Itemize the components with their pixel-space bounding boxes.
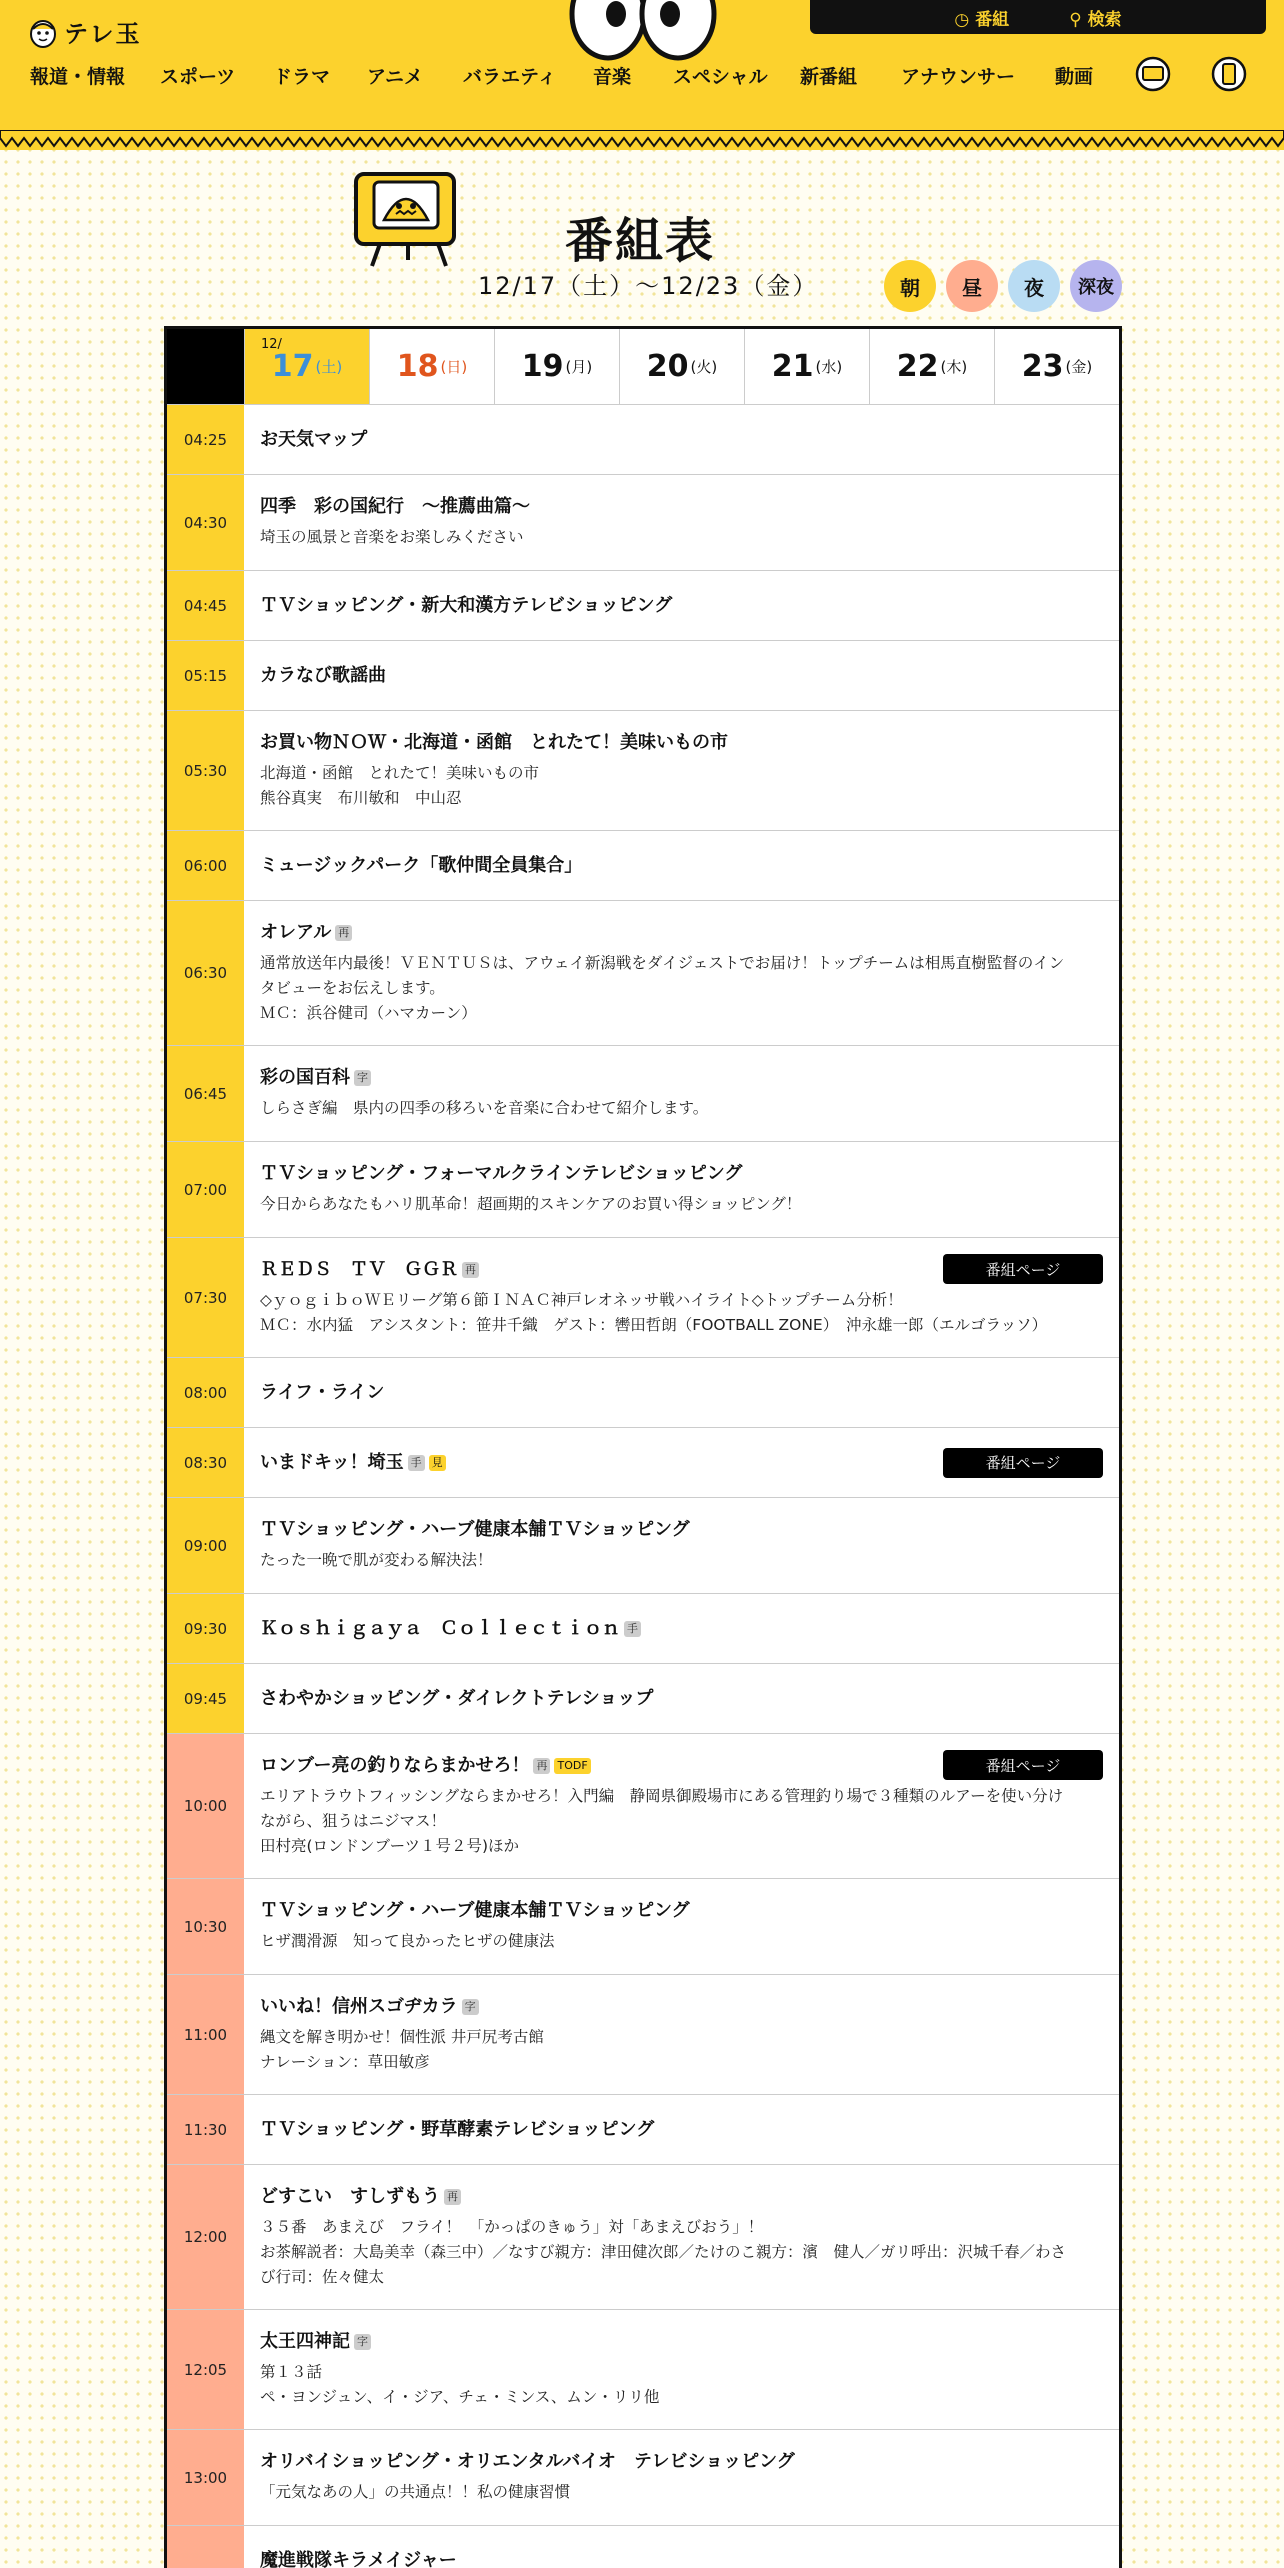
program-title-text[interactable]: お買い物ＮＯＷ・北海道・函館 とれたて！美味いもの市 bbox=[260, 731, 728, 753]
page-title: 番組表 bbox=[565, 213, 716, 269]
day-weekday: (月) bbox=[565, 358, 593, 376]
program-body bbox=[244, 1734, 1119, 1878]
clock-icon: ◷ bbox=[954, 9, 976, 30]
day-tab[interactable] bbox=[994, 329, 1119, 404]
program-time: 08:00 bbox=[167, 1358, 244, 1427]
description-line: ◇ｙｏｇｉｂｏＷＥリーグ第６節ＩＮＡＣ神戸レオネッサ戦ハイライト◇トップチーム分析！ bbox=[260, 1290, 903, 1309]
program-title[interactable] bbox=[260, 664, 1103, 688]
program-description bbox=[260, 1096, 1103, 1121]
program-row bbox=[167, 1428, 1119, 1498]
program-description bbox=[260, 1288, 1103, 1338]
program-description bbox=[260, 761, 1103, 811]
program-description bbox=[260, 2025, 1103, 2075]
description-line: ナレーション：草田敏彦 bbox=[260, 2052, 430, 2071]
day-selector bbox=[167, 329, 1119, 405]
program-time: 11:30 bbox=[167, 2095, 244, 2164]
program-list bbox=[167, 405, 1119, 2568]
program-badge: 字 bbox=[354, 2334, 371, 2350]
day-number: 20 bbox=[646, 349, 689, 384]
program-row bbox=[167, 2310, 1119, 2430]
program-body bbox=[244, 1046, 1119, 1141]
day-tab[interactable] bbox=[744, 329, 869, 404]
day-tab[interactable] bbox=[494, 329, 619, 404]
day-number: 21 bbox=[771, 349, 814, 384]
search-icon: ⚲ bbox=[1069, 9, 1088, 30]
program-title[interactable] bbox=[260, 428, 1103, 452]
program-title[interactable] bbox=[260, 1381, 1103, 1405]
program-badge: 再 bbox=[533, 1758, 550, 1774]
program-title[interactable] bbox=[260, 495, 1103, 519]
program-badge: 字 bbox=[462, 1999, 479, 2015]
program-time: 04:45 bbox=[167, 571, 244, 640]
nav-item[interactable]: スポーツ bbox=[160, 66, 236, 88]
program-time: 05:30 bbox=[167, 711, 244, 830]
description-line: エリアトラウトフィッシングならまかせろ！入門編 静岡県御殿場市にある管理釣り場で３種類のルアーを使い分け bbox=[260, 1786, 1064, 1805]
program-title-text[interactable]: オリバイショッピング・オリエンタルバイオ テレビショッピング bbox=[260, 2451, 795, 2472]
day-number: 19 bbox=[521, 349, 564, 384]
tod-button[interactable]: 深夜 bbox=[1070, 260, 1122, 312]
program-row bbox=[167, 711, 1119, 831]
day-month: 12/ bbox=[261, 337, 282, 352]
program-row bbox=[167, 1238, 1119, 1358]
program-time: 09:30 bbox=[167, 1594, 244, 1663]
program-time: 10:00 bbox=[167, 1734, 244, 1878]
nav-item[interactable]: アナウンサー bbox=[901, 66, 1016, 88]
nav-item[interactable]: 新番組 bbox=[800, 66, 858, 88]
program-badge: 手 bbox=[624, 1621, 641, 1637]
program-title-text[interactable]: ＴＶショッピング・野草酵素テレビショッピング bbox=[260, 2118, 655, 2140]
program-description bbox=[260, 1784, 1103, 1859]
program-badge: 手 bbox=[408, 1455, 425, 1471]
nav-item[interactable]: スペシャル bbox=[673, 66, 768, 88]
program-title-text[interactable]: 太王四神記 bbox=[260, 2330, 350, 2352]
program-row bbox=[167, 1046, 1119, 1142]
program-body bbox=[244, 2310, 1119, 2429]
program-title[interactable] bbox=[260, 731, 1103, 755]
program-title-text[interactable]: ＴＶショッピング・フォーマルクラインテレビショッピング bbox=[260, 1163, 743, 1184]
day-number: 18 bbox=[396, 349, 439, 384]
program-title[interactable] bbox=[260, 2450, 1103, 2474]
logo-text: テレ玉 bbox=[64, 20, 142, 48]
program-body bbox=[244, 1594, 1119, 1663]
tod-button[interactable]: 朝 bbox=[884, 260, 936, 312]
program-title-text[interactable]: いまドキッ！埼玉 bbox=[260, 1451, 404, 1473]
program-badge: 見 bbox=[429, 1455, 446, 1471]
day-weekday: (火) bbox=[690, 358, 718, 376]
program-row bbox=[167, 1358, 1119, 1428]
day-weekday: (土) bbox=[315, 358, 343, 376]
program-time: 12:05 bbox=[167, 2310, 244, 2429]
program-title-text[interactable]: 魔進戦隊キラメイジャー bbox=[260, 2549, 457, 2568]
program-body bbox=[244, 1358, 1119, 1427]
day-weekday: (金) bbox=[1065, 358, 1093, 376]
program-body bbox=[244, 1664, 1119, 1733]
nav-item[interactable]: バラエティ bbox=[463, 66, 557, 88]
program-row bbox=[167, 1142, 1119, 1238]
program-body bbox=[244, 641, 1119, 710]
program-row bbox=[167, 475, 1119, 571]
nav-item[interactable]: 報道・情報 bbox=[30, 66, 126, 88]
site-logo[interactable] bbox=[28, 14, 142, 49]
day-weekday: (木) bbox=[940, 358, 968, 376]
day-header-corner bbox=[167, 329, 244, 404]
program-title[interactable] bbox=[260, 2185, 1103, 2209]
program-row bbox=[167, 2165, 1119, 2310]
teletama-mobile-link[interactable] bbox=[1206, 40, 1252, 92]
program-schedule bbox=[164, 326, 1122, 2568]
description-line: ＭＣ：浜谷健司（ハマカーン） bbox=[260, 1003, 477, 1022]
nav-item[interactable]: アニメ bbox=[367, 66, 424, 88]
program-description bbox=[260, 1929, 1103, 1954]
description-line: しらさぎ編 県内の四季の移ろいを音楽に合わせて紹介します。 bbox=[260, 1099, 709, 1117]
program-time: 06:00 bbox=[167, 831, 244, 900]
program-body bbox=[244, 2430, 1119, 2525]
program-time: 10:30 bbox=[167, 1879, 244, 1974]
program-title[interactable] bbox=[260, 1995, 1103, 2019]
program-time: 09:45 bbox=[167, 1664, 244, 1733]
program-title-text[interactable]: ＴＶショッピング・ハーブ健康本舗ＴＶショッピング bbox=[260, 1900, 690, 1921]
program-row bbox=[167, 405, 1119, 475]
tv-character-icon bbox=[1130, 40, 1176, 92]
description-line: 「元気なあの人」の共通点！！私の健康習慣 bbox=[260, 2483, 571, 2501]
program-row bbox=[167, 571, 1119, 641]
program-title-text[interactable]: オレアル bbox=[260, 921, 332, 943]
program-body bbox=[244, 475, 1119, 570]
program-title-text[interactable]: 四季 彩の国紀行 ～推薦曲篇～ bbox=[260, 496, 530, 517]
program-row bbox=[167, 2430, 1119, 2526]
program-title[interactable] bbox=[260, 1518, 1103, 1542]
day-tab[interactable] bbox=[244, 329, 369, 404]
program-time: 08:30 bbox=[167, 1428, 244, 1497]
tamatan-mascot-icon bbox=[28, 15, 58, 49]
description-line: 縄文を解き明かせ！個性派 井戸尻考古館 bbox=[260, 2027, 544, 2046]
program-title[interactable] bbox=[260, 1899, 1103, 1923]
program-title-text[interactable]: いいね！信州スゴヂカラ bbox=[260, 1995, 458, 2017]
program-title[interactable] bbox=[260, 1162, 1103, 1186]
program-description bbox=[260, 2360, 1103, 2410]
program-title-text[interactable]: お天気マップ bbox=[260, 428, 368, 450]
program-title[interactable] bbox=[260, 1687, 1103, 1711]
program-title-text[interactable]: 彩の国百科 bbox=[260, 1067, 350, 1088]
program-description bbox=[260, 2480, 1103, 2505]
description-line: 埼玉の風景と音楽をお楽しみください bbox=[260, 528, 524, 546]
nav-item[interactable]: ドラマ bbox=[273, 66, 331, 88]
program-page-button[interactable]: 番組ページ bbox=[943, 1254, 1103, 1284]
program-description bbox=[260, 2215, 1103, 2290]
description-line: 第１３話 bbox=[260, 2362, 323, 2381]
nav-item[interactable]: 動画 bbox=[1055, 66, 1094, 88]
tod-button[interactable]: 昼 bbox=[946, 260, 998, 312]
program-body bbox=[244, 1428, 1119, 1497]
day-number: 17 bbox=[271, 349, 314, 384]
program-row bbox=[167, 901, 1119, 1046]
description-line: ３５番 あまえび フライ！ 「かっぱのきゅう」対「あまえびおう」！ bbox=[260, 2217, 764, 2236]
description-line: 熊谷真実 布川敏和 中山忍 bbox=[260, 788, 462, 807]
program-row bbox=[167, 2095, 1119, 2165]
program-body bbox=[244, 2526, 1119, 2568]
program-title[interactable] bbox=[260, 2330, 1103, 2354]
program-time: 09:00 bbox=[167, 1498, 244, 1593]
description-line: び行司：佐々健太 bbox=[260, 2267, 385, 2286]
program-description bbox=[260, 1192, 1103, 1217]
program-body bbox=[244, 405, 1119, 474]
keyword-search-tab[interactable]: ⚲ 検索 bbox=[1069, 9, 1122, 30]
day-tab[interactable] bbox=[869, 329, 994, 404]
program-body bbox=[244, 831, 1119, 900]
program-body bbox=[244, 2095, 1119, 2164]
program-title-text[interactable]: さわやかショッピング・ダイレクトテレショップ bbox=[260, 1687, 654, 1709]
tv-mascot-icon bbox=[350, 168, 460, 268]
program-row bbox=[167, 1498, 1119, 1594]
day-tab[interactable] bbox=[369, 329, 494, 404]
program-time: 12:00 bbox=[167, 2165, 244, 2309]
description-line: ながら、狙うはニジマス！ bbox=[260, 1811, 447, 1830]
program-title-text[interactable]: ＴＶショッピング・新大和漢方テレビショッピング bbox=[260, 594, 673, 616]
program-time: 07:30 bbox=[167, 1238, 244, 1357]
program-title-text[interactable]: Ｋｏｓｈｉｇａｙａ Ｃｏｌｌｅｃｔｉｏｎ bbox=[260, 1617, 620, 1639]
program-description bbox=[260, 525, 1103, 550]
program-title-text[interactable]: ＲＥＤＳ ＴＶ ＧＧＲ bbox=[260, 1258, 458, 1280]
program-badge: 再 bbox=[335, 925, 352, 941]
program-title[interactable] bbox=[260, 921, 1103, 945]
program-time: 06:45 bbox=[167, 1046, 244, 1141]
program-badge: TODF bbox=[554, 1758, 590, 1774]
program-body bbox=[244, 1975, 1119, 2094]
program-time: 06:30 bbox=[167, 901, 244, 1045]
program-description bbox=[260, 951, 1103, 1026]
program-row bbox=[167, 831, 1119, 901]
program-time: 07:00 bbox=[167, 1142, 244, 1237]
date-range: 12/17（土）〜12/23（金） bbox=[478, 272, 819, 300]
program-title-text[interactable]: カラなび歌謡曲 bbox=[260, 664, 386, 686]
description-line: 通常放送年内最後！ＶＥＮＴＵＳは、アウェイ新潟戦をダイジェストでお届け！トップチームは相馬直樹監督のイン bbox=[260, 953, 1065, 972]
program-title[interactable] bbox=[260, 594, 1103, 618]
day-number: 22 bbox=[896, 349, 939, 384]
program-time: 04:30 bbox=[167, 475, 244, 570]
program-row bbox=[167, 1879, 1119, 1975]
program-body bbox=[244, 1879, 1119, 1974]
nav-item[interactable]: 音楽 bbox=[593, 66, 632, 88]
program-row bbox=[167, 1975, 1119, 2095]
program-title[interactable] bbox=[260, 1617, 1103, 1641]
program-description bbox=[260, 1548, 1103, 1573]
program-body bbox=[244, 711, 1119, 830]
program-body bbox=[244, 1498, 1119, 1593]
program-title-text[interactable]: どすこい すしずもう bbox=[260, 2185, 440, 2207]
mascot-eyes-icon bbox=[568, 0, 718, 64]
description-line: 今日からあなたもハリ肌革命！超画期的スキンケアのお買い得ショッピング！ bbox=[260, 1195, 802, 1213]
day-weekday: (水) bbox=[815, 358, 843, 376]
program-body bbox=[244, 1142, 1119, 1237]
program-body bbox=[244, 1238, 1119, 1357]
program-body bbox=[244, 901, 1119, 1045]
program-badge: 再 bbox=[462, 1262, 479, 1278]
description-line: ヒザ潤滑源 知って良かったヒザの健康法 bbox=[260, 1932, 555, 1950]
program-page-button[interactable]: 番組ページ bbox=[943, 1448, 1103, 1478]
description-line: 田村亮(ロンドンブーツ１号２号)ほか bbox=[260, 1836, 520, 1855]
program-row bbox=[167, 2526, 1119, 2568]
program-body bbox=[244, 571, 1119, 640]
program-badge: 再 bbox=[444, 2189, 461, 2205]
tod-button[interactable]: 夜 bbox=[1008, 260, 1060, 312]
day-tab[interactable] bbox=[619, 329, 744, 404]
program-title-text[interactable]: ロンブー亮の釣りならまかせろ！ bbox=[260, 1754, 530, 1776]
program-page-button[interactable]: 番組ページ bbox=[943, 1750, 1103, 1780]
program-time: 13:00 bbox=[167, 2430, 244, 2525]
program-title[interactable] bbox=[260, 2549, 1103, 2568]
description-line: お茶解説者：大島美幸（森三中）／なすび親方：津田健次郎／たけのこ親方：濱 健人／ガリ呼出：沢城千春／わさ bbox=[260, 2242, 1067, 2261]
program-title[interactable] bbox=[260, 854, 1103, 878]
program-time bbox=[167, 2526, 244, 2568]
program-body bbox=[244, 2165, 1119, 2309]
description-line: たった一晩で肌が変わる解決法！ bbox=[260, 1551, 493, 1569]
program-row bbox=[167, 1734, 1119, 1879]
day-weekday: (日) bbox=[440, 358, 468, 376]
title-area bbox=[350, 160, 1130, 320]
program-row bbox=[167, 1664, 1119, 1734]
program-row bbox=[167, 1594, 1119, 1664]
description-line: ペ・ヨンジュン、イ・ジア、チェ・ミンス、ムン・リリ他 bbox=[260, 2387, 660, 2406]
program-title[interactable] bbox=[260, 2118, 1103, 2142]
header-zigzag-edge bbox=[0, 130, 1284, 152]
teletama-app-link[interactable] bbox=[1130, 40, 1176, 92]
description-line: 北海道・函館 とれたて！美味いもの市 bbox=[260, 763, 540, 782]
program-title-text[interactable]: ＴＶショッピング・ハーブ健康本舗ＴＶショッピング bbox=[260, 1519, 690, 1540]
program-title[interactable] bbox=[260, 1066, 1103, 1090]
site-header bbox=[0, 0, 1284, 150]
program-time: 11:00 bbox=[167, 1975, 244, 2094]
day-number: 23 bbox=[1021, 349, 1064, 384]
mobile-phone-icon bbox=[1206, 40, 1252, 92]
program-badge: 字 bbox=[354, 1070, 371, 1086]
program-title-text[interactable]: ライフ・ライン bbox=[260, 1381, 385, 1403]
program-search-tab[interactable]: ◷ 番組 bbox=[954, 9, 1010, 30]
search-bar bbox=[810, 0, 1266, 34]
description-line: タビューをお伝えします。 bbox=[260, 978, 445, 997]
description-line: ＭＣ：水内猛 アシスタント：笹井千織 ゲスト：轡田哲朗（FOOTBALL ZONE） 沖永雄一郎（エルゴラッソ） bbox=[260, 1315, 1048, 1334]
program-row bbox=[167, 641, 1119, 711]
program-time: 05:15 bbox=[167, 641, 244, 710]
program-time: 04:25 bbox=[167, 405, 244, 474]
program-title-text[interactable]: ミュージックパーク「歌仲間全員集合」 bbox=[260, 854, 583, 876]
